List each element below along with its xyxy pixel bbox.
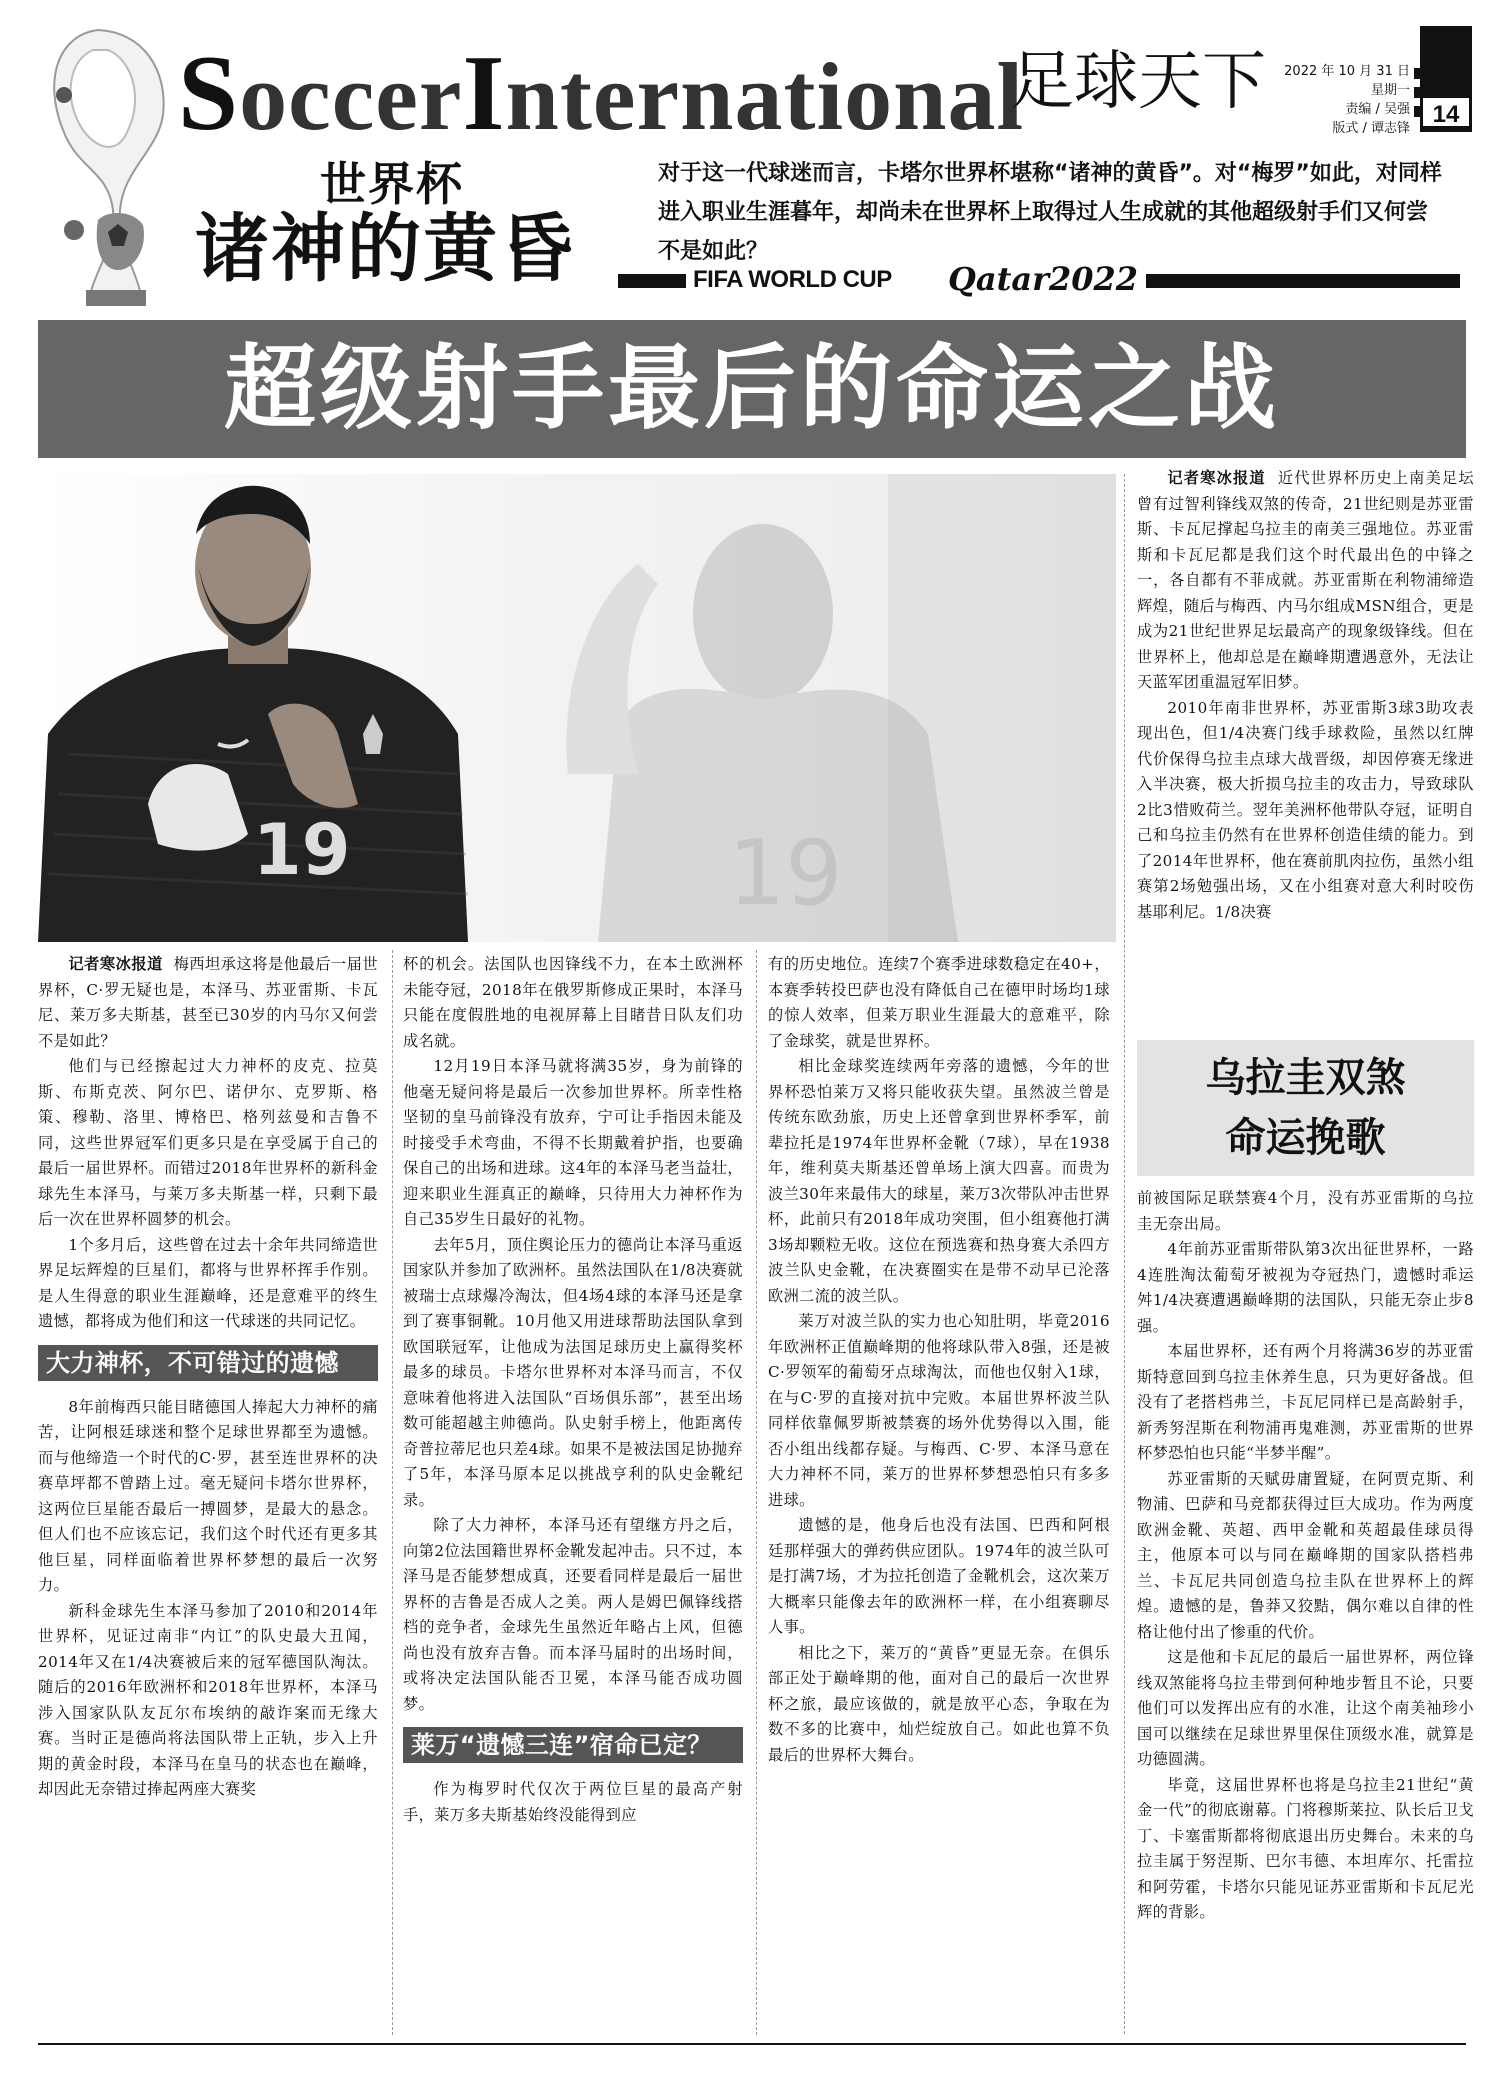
- main-headline: 超级射手最后的命运之战: [223, 335, 1280, 442]
- section-title: 诸神的黄昏: [195, 206, 575, 292]
- qatar-2022-wordmark: Qatar2022: [948, 260, 1139, 298]
- column-rule: [1124, 474, 1125, 2034]
- layout-credit: 版式 / 谭志锋: [1332, 121, 1410, 136]
- article-paragraph: 这是他和卡瓦尼的最后一届世界杯，两位锋线双煞能将乌拉圭带到何种地步暂且不论，只要他们可以发挥出应有的水准，让这个南美袖珍小国可以继续在足球世界里保住顶级水准，就算是功德圆满。: [1137, 1648, 1474, 1768]
- article-paragraph: 记者寒冰报道 梅西坦承这将是他最后一届世界杯，C·罗无疑也是，本泽马、苏亚雷斯、卡瓦尼、莱万多夫斯基，甚至已30岁的内马尔又何尝不是如此？: [38, 955, 378, 1050]
- article-paragraph: 4年前苏亚雷斯带队第3次出征世界杯，一路4连胜淘汰葡萄牙被视为夺冠热门，遗憾时乖运舛1/4决赛遭遇巅峰期的法国队，只能无奈止步8强。: [1137, 1240, 1474, 1335]
- byline: 记者寒冰报道: [68, 955, 163, 973]
- article-paragraph: 新科金球先生本泽马参加了2010和2014年世界杯，见证过南非“内讧”的队史最大丑闻，2014年又在1/4决赛被后来的冠军德国队淘汰。随后的2016年欧洲杯和2018年世界杯，本泽马涉入国家队队友瓦尔布埃纳的敲诈案而无缘大赛。当时正是德尚将法国队带上正轨，步入上升期的黄金时段，本泽马在皇马的状态也在巅峰，却因此无奈错过捧起两座大赛奖: [38, 1601, 378, 1798]
- column-rule: [392, 950, 393, 2035]
- article-paragraph: 8年前梅西只能目睹德国人捧起大力神杯的痛苦，让阿根廷球迷和整个足球世界都至为遗憾。而与他缔造一个时代的C·罗，甚至连世界杯的决赛草坪都不曾踏上过。毫无疑问卡塔尔世界杯，这两位巨星能否最后一搏圆梦，是最大的悬念。但人们也不应该忘记，我们这个时代还有更多其他巨星，同样面临着世界杯梦想的最后一次努力。: [38, 1397, 378, 1594]
- article-paragraph: 1个多月后，这些曾在过去十余年共同缔造世界足坛辉煌的巨星们，都将与世界杯挥手作别。是人生得意的职业生涯巅峰，还是意难平的终生遗憾，都将成为他们和这一代球迷的共同记忆。: [38, 1235, 378, 1330]
- article-paragraph: 杯的机会。法国队也因锋线不力，在本土欧洲杯未能夺冠，2018年在俄罗斯修成正果时，本泽马只能在度假胜地的电视屏幕上目睹昔日队友们功成名就。: [403, 955, 743, 1050]
- page-bottom-rule: [38, 2043, 1466, 2045]
- masthead-chinese-title: 足球天下: [1010, 45, 1266, 119]
- article-paragraph: 除了大力神杯，本泽马还有望继方丹之后，向第2位法国籍世界杯金靴发起冲击。只不过，本泽马是否能梦想成真，还要看同样是最后一届世界杯的吉鲁是否成人之美。两人是姆巴佩锋线搭档的竞争者，金球先生虽然近年略占上风，但德尚也没有放弃吉鲁。而本泽马届时的出场时间，或将决定法国队能否卫冕，本泽马能否成功圆梦。: [403, 1516, 743, 1713]
- article-column-4-top: [1137, 466, 1474, 1028]
- article-paragraph: 他们与已经擦起过大力神杯的皮克、拉莫斯、布斯克茨、阿尔巴、诺伊尔、克罗斯、格策、穆勒、洛里、博格巴、格列兹曼和吉鲁不同，这些世界冠军们更多只是在享受属于自己的最后一届世界杯。而错过2018年世界杯的新科金球先生本泽马，与莱万多夫斯基一样，只剩下最后一次在世界杯圆梦的机会。: [38, 1057, 378, 1228]
- article-paragraph: 苏亚雷斯的天赋毋庸置疑，在阿贾克斯、利物浦、巴萨和马竞都获得过巨大成功。作为两度欧洲金靴、英超、西甲金靴和英超最佳球员得主，他原本可以与同在巅峰期的国家队搭档弗兰、卡瓦尼共同创造乌拉圭队在世界杯上的辉煌。遗憾的是，鲁莽又狡黠，偶尔难以自律的性格让他付出了惨重的代价。: [1137, 1469, 1474, 1641]
- photo-illustration: [38, 474, 1116, 942]
- subheading: 大力神杯，不可错过的遗憾: [38, 1345, 378, 1381]
- article-paragraph: 记者寒冰报道 近代世界杯历史上南美足坛曾有过智利锋线双煞的传奇，21世纪则是苏亚雷斯、卡瓦尼撑起乌拉圭的南美三强地位。苏亚雷斯和卡瓦尼都是我们这个时代最出色的中锋之一，各自都有不菲成就。苏亚雷斯在利物浦缔造辉煌，随后与梅西、内马尔组成MSN组合，更是成为21世纪世界足坛最高产的现象级锋线。但在世界杯上，他却总是在巅峰期遭遇意外，无法让天蓝军团重温冠军旧梦。: [1137, 469, 1474, 691]
- article-column-1: [38, 952, 378, 1803]
- article-paragraph: 遗憾的是，他身后也没有法国、巴西和阿根廷那样强大的弹药供应团队。1974年的波兰队可是打满7场，才为拉托创造了金靴机会，这次莱万大概率只能像去年的欧洲杯一样，在小组赛聊尽人事。: [768, 1516, 1110, 1636]
- article-paragraph: 有的历史地位。连续7个赛季进球数稳定在40+，本赛季转投巴萨也没有降低自己在德甲时场均1球的惊人效率，但莱万职业生涯最大的意难平，除了金球奖，就是世界杯。: [768, 955, 1110, 1050]
- article-column-3: [768, 952, 1110, 1768]
- issue-date: 2022 年 10 月 31 日: [1284, 64, 1410, 79]
- article-paragraph: 莱万对波兰队的实力也心知肚明，毕竟2016年欧洲杯正值巅峰期的他将球队带入8强，还是被C·罗领军的葡萄牙点球淘汰，而他也仅射入1球，在与C·罗的直接对抗中完败。本届世界杯波兰队同样依靠佩罗斯被禁赛的场外优势得以入围，能否小组出线都存疑。与梅西、C·罗、本泽马意在大力神杯不同，莱万的世界杯梦想恐怕只有多多进球。: [768, 1312, 1110, 1509]
- article-paragraph: 去年5月，顶住舆论压力的德尚让本泽马重返国家队并参加了欧洲杯。虽然法国队在1/8决赛就被瑞士点球爆冷淘汰，但4场4球的本泽马还是拿到了赛事铜靴。10月他又用进球帮助法国队拿到欧国联冠军，让他成为法国足球历史上赢得奖杯最多的球员。卡塔尔世界杯对本泽马而言，不仅意味着他将进入法国队“百场俱乐部”，甚至出场数可能超越主帅德尚。队史射手榜上，他距离传奇普拉蒂尼也只差4球。如果不是被法国足协抛弃了5年，本泽马原本足以挑战亨利的队史金靴纪录。: [403, 1235, 743, 1509]
- section-deck: 对于这一代球迷而言，卡塔尔世界杯堪称“诸神的黄昏”。对“梅罗”如此，对同样进入职业生涯暮年，却尚未在世界杯上取得过人生成就的其他超级射手们又何尝不是如此？: [658, 161, 1442, 264]
- editor-credit: 责编 / 吴强: [1345, 102, 1410, 117]
- benzema-photo: [38, 474, 1116, 942]
- sidebar-headline: 乌拉圭双煞 命运挽歌: [1137, 1040, 1474, 1176]
- fifa-banner: [618, 260, 1460, 298]
- article-paragraph: 本届世界杯，还有两个月将满36岁的苏亚雷斯特意回到乌拉圭休养生息，只为更好备战。但没有了老搭档弗兰，卡瓦尼同样已是高龄射手，新秀努涅斯在利物浦再鬼难测，苏亚雷斯的世界杯梦恐怕也只能“半梦半醒”。: [1137, 1342, 1474, 1462]
- subheading: 莱万“遗憾三连”宿命已定？: [403, 1727, 743, 1763]
- jersey-number: 19: [253, 809, 351, 891]
- article-paragraph: 2010年南非世界杯，苏亚雷斯3球3助攻表现出色，但1/4决赛门线手球救险，虽然以红牌代价保得乌拉圭点球大战晋级，却因停赛无缘进入半决赛，极大折损乌拉圭的攻击力，导致球队2比3惜败荷兰。翌年美洲杯他带队夺冠，证明自己和乌拉圭仍然有在世界杯创造佳绩的能力。到了2014年世界杯，他在赛前肌肉拉伤，虽然小组赛第2场勉强出场，又在小组赛对意大利时咬伤基耶利尼。1/8决赛: [1137, 698, 1474, 921]
- article-column-4-bottom: [1137, 1186, 1474, 1926]
- issue-meta: [1260, 62, 1410, 138]
- article-paragraph: 相比金球奖连续两年旁落的遗憾，今年的世界杯恐怕莱万又将只能收获失望。虽然波兰曾是传统东欧劲旅，历史上还曾拿到世界杯季军，前辈拉托是1974年世界杯金靴（7球），早在1938年，维利莫夫斯基还曾单场上演大四喜。而贵为波兰30年来最伟大的球星，莱万3次带队冲击世界杯，此前只有2018年成功突围，但小组赛他打满3场却颗粒无收。这位在预选赛和热身赛大杀四方波兰队史金靴，在决赛圈实在是带不动早已沦落欧洲二流的波兰队。: [768, 1057, 1110, 1305]
- article-column-2: [403, 952, 743, 1828]
- banner-rule: [1146, 274, 1460, 288]
- article-paragraph: 毕竟，这届世界杯也将是乌拉圭21世纪“黄金一代”的彻底谢幕。门将穆斯莱拉、队长后卫戈丁、卡塞雷斯都将彻底退出历史舞台。未来的乌拉圭属于努涅斯、巴尔韦德、本坦库尔、托雷拉和阿劳霍，卡塔尔只能见证苏亚雷斯和卡瓦尼光辉的背影。: [1137, 1775, 1474, 1921]
- masthead-title: SoccerInternational: [178, 34, 1025, 153]
- article-paragraph: 作为梅罗时代仅次于两位巨星的最高产射手，莱万多夫斯基始终没能得到应: [403, 1780, 743, 1824]
- jersey-number-faded: 19: [728, 821, 843, 926]
- banner-rule: [618, 274, 686, 288]
- issue-weekday: 星期一: [1370, 83, 1410, 98]
- section-kicker: 世界杯: [320, 157, 464, 211]
- world-cup-trophy-logo: [38, 20, 173, 320]
- column-rule: [756, 950, 757, 2035]
- page-number: 14: [1420, 95, 1472, 129]
- article-paragraph: 前被国际足联禁赛4个月，没有苏亚雷斯的乌拉圭无奈出局。: [1137, 1189, 1474, 1233]
- byline: 记者寒冰报道: [1167, 469, 1266, 487]
- fifa-wordmark: FIFA WORLD CUP: [693, 266, 892, 293]
- article-paragraph: 相比之下，莱万的“黄昏”更显无奈。在俱乐部正处于巅峰期的他，面对自己的最后一次世界杯之旅，最应该做的，就是放平心态，争取在为数不多的比赛中，灿烂绽放自己。如此也算不负最后的世界杯大舞台。: [768, 1643, 1110, 1764]
- article-paragraph: 12月19日本泽马就将满35岁，身为前锋的他毫无疑问将是最后一次参加世界杯。所幸性格坚韧的皇马前锋没有放弃，宁可让手指因未能及时接受手术弯曲，不得不长期戴着护指，也要确保自己的出场和进球。这4年的本泽马老当益壮，迎来职业生涯真正的巅峰，只待用大力神杯作为自己35岁生日最好的礼物。: [403, 1057, 743, 1228]
